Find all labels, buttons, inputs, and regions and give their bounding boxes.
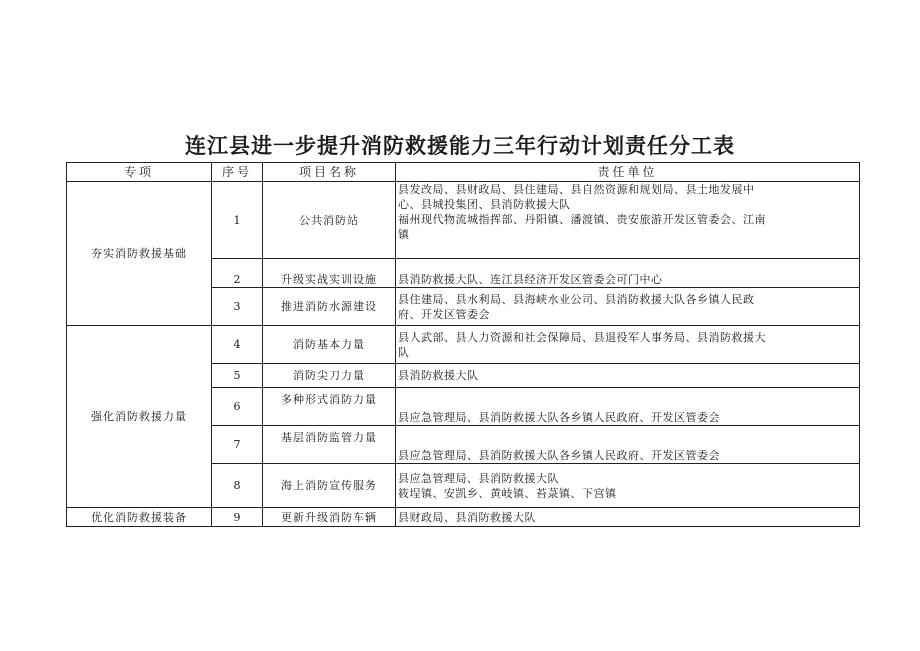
responsible-line: 县应急管理局、县消防救援大队 xyxy=(398,471,559,485)
responsible-units xyxy=(396,426,860,464)
item-name: 公共消防站 xyxy=(263,182,396,259)
responsible-line: 县应急管理局、县消防救援大队各乡镇人民政府、开发区管委会 xyxy=(398,411,720,424)
row-number: 1 xyxy=(212,182,263,259)
row-number: 7 xyxy=(212,426,263,464)
header-responsible: 责任单位 xyxy=(396,163,860,182)
responsible-line: 府、开发区管委会 xyxy=(398,307,490,321)
responsible-line: 县消防救援大队、连江县经济开发区管委会可门中心 xyxy=(398,273,663,286)
responsible-units xyxy=(396,364,860,388)
item-name: 更新升级消防车辆 xyxy=(263,508,396,527)
responsible-line: 筱埕镇、安凯乡、黄岐镇、苔菉镇、下宫镇 xyxy=(398,486,617,500)
item-name: 多种形式消防力量 xyxy=(263,388,396,426)
header-item: 项目名称 xyxy=(263,163,396,182)
category-cell: 夯实消防救援基础 xyxy=(67,182,212,326)
item-name: 消防基本力量 xyxy=(263,326,396,364)
table-row xyxy=(67,508,860,527)
item-name: 基层消防监管力量 xyxy=(263,426,396,464)
item-name: 升级实战实训设施 xyxy=(263,259,396,288)
row-number: 8 xyxy=(212,464,263,508)
row-number: 3 xyxy=(212,288,263,326)
responsible-line: 县住建局、县水利局、县海峡水业公司、县消防救援大队各乡镇人民政 xyxy=(398,292,755,306)
responsible-units xyxy=(396,288,860,326)
responsible-line: 县消防救援大队 xyxy=(398,369,479,382)
responsible-line: 县财政局、县消防救援大队 xyxy=(398,510,536,524)
table-row xyxy=(67,326,860,364)
responsible-line: 县应急管理局、县消防救援大队各乡镇人民政府、开发区管委会 xyxy=(398,449,720,462)
item-name: 海上消防宣传服务 xyxy=(263,464,396,508)
header-category: 专项 xyxy=(67,163,212,182)
category-cell: 优化消防救援装备 xyxy=(67,508,212,527)
item-name: 推进消防水源建设 xyxy=(263,288,396,326)
responsible-line: 队 xyxy=(398,345,410,359)
responsible-line: 县人武部、县人力资源和社会保障局、县退役军人事务局、县消防救援大 xyxy=(398,330,766,344)
responsible-units xyxy=(396,182,860,259)
row-number: 9 xyxy=(212,508,263,527)
row-number: 2 xyxy=(212,259,263,288)
responsible-line: 县发改局、县财政局、县住建局、县自然资源和规划局、县土地发展中 xyxy=(398,183,755,196)
responsible-units xyxy=(396,388,860,426)
table-header-row xyxy=(67,163,860,182)
responsible-units xyxy=(396,508,860,527)
page-title: 连江县进一步提升消防救援能力三年行动计划责任分工表 xyxy=(185,134,735,158)
responsible-line: 福州现代物流城指挥部、丹阳镇、潘渡镇、贵安旅游开发区管委会、江南 xyxy=(398,213,766,226)
responsible-units xyxy=(396,464,860,508)
row-number: 6 xyxy=(212,388,263,426)
responsible-units xyxy=(396,259,860,288)
row-number: 4 xyxy=(212,326,263,364)
table-row xyxy=(67,182,860,259)
responsible-line: 心、县城投集团、县消防救援大队 xyxy=(398,198,571,211)
responsible-units xyxy=(396,326,860,364)
row-number: 5 xyxy=(212,364,263,388)
item-name: 消防尖刀力量 xyxy=(263,364,396,388)
category-cell: 强化消防救援力量 xyxy=(67,326,212,508)
responsibility-table xyxy=(66,162,860,527)
header-number: 序号 xyxy=(212,163,263,182)
responsible-line: 镇 xyxy=(398,228,410,241)
